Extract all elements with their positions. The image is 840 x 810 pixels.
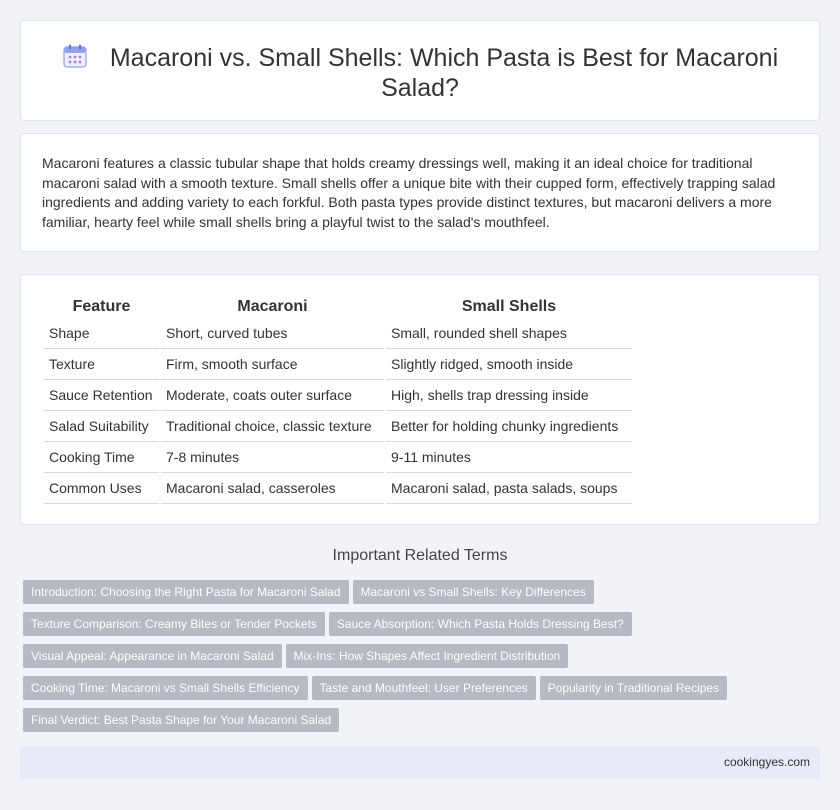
related-term-tag[interactable]: Final Verdict: Best Pasta Shape for Your Macaroni Salad: [23, 708, 339, 732]
page-title-wrap: [21, 43, 819, 103]
tag-row: [23, 676, 823, 708]
related-term-tag[interactable]: Macaroni vs Small Shells: Key Differences: [353, 580, 594, 604]
table-row: [44, 442, 632, 473]
table-cell: 7-8 minutes: [161, 442, 384, 473]
title-card: [20, 20, 820, 121]
table-cell: Traditional choice, classic texture: [161, 411, 384, 442]
related-terms-heading: Important Related Terms: [332, 547, 508, 564]
table-row: [44, 318, 632, 349]
comparison-table-card: [20, 274, 820, 525]
column-header-small-shells: Small Shells: [461, 298, 557, 315]
tag-row: [23, 580, 823, 612]
table-cell: 9-11 minutes: [386, 442, 632, 473]
table-cell: Cooking Time: [44, 442, 159, 473]
related-term-tag[interactable]: Taste and Mouthfeel: User Preferences: [312, 676, 536, 700]
related-term-tag[interactable]: Popularity in Traditional Recipes: [540, 676, 727, 700]
page-title: Macaroni vs. Small Shells: Which Pasta is Best for Macaroni Salad?: [109, 44, 779, 102]
comparison-table: [42, 295, 634, 504]
table-cell: Macaroni salad, pasta salads, soups: [386, 473, 632, 504]
table-cell: Short, curved tubes: [161, 318, 384, 349]
intro-paragraph: Macaroni features a classic tubular shape that holds creamy dressings well, making it an ideal choice for traditional macaroni salad with a smooth texture. Small shells offer a unique bite with their cupped form, effectively trapping salad ingredients and adding variety to each forkful. Both pasta types provide distinct textures, but macaroni delivers a more familiar, hearty feel while small shells bring a playful twist to the salad's mouthfeel.: [42, 155, 776, 230]
footer: [20, 746, 820, 779]
table-cell: Sauce Retention: [44, 380, 159, 411]
table-cell: Firm, smooth surface: [161, 349, 384, 380]
related-term-tag[interactable]: Introduction: Choosing the Right Pasta for Macaroni Salad: [23, 580, 349, 604]
table-cell: Moderate, coats outer surface: [161, 380, 384, 411]
table-cell: Small, rounded shell shapes: [386, 318, 632, 349]
table-row: [44, 349, 632, 380]
related-term-tag[interactable]: Cooking Time: Macaroni vs Small Shells Efficiency: [23, 676, 308, 700]
related-term-tag[interactable]: Sauce Absorption: Which Pasta Holds Dressing Best?: [329, 612, 632, 636]
related-term-tag[interactable]: Visual Appeal: Appearance in Macaroni Salad: [23, 644, 282, 668]
column-header-macaroni: Macaroni: [237, 298, 308, 315]
table-cell: Macaroni salad, casseroles: [161, 473, 384, 504]
intro-card: [20, 133, 820, 252]
table-cell: Shape: [44, 318, 159, 349]
tag-row: [23, 612, 823, 644]
related-terms-tags: [23, 580, 823, 740]
table-cell: Better for holding chunky ingredients: [386, 411, 632, 442]
related-term-tag[interactable]: Mix-Ins: How Shapes Affect Ingredient Distribution: [286, 644, 569, 668]
tag-row: [23, 708, 823, 740]
table-cell: Salad Suitability: [44, 411, 159, 442]
table-header-row: [44, 295, 632, 318]
table-cell: Common Uses: [44, 473, 159, 504]
footer-site-name[interactable]: cookingyes.com: [723, 755, 810, 769]
table-row: [44, 411, 632, 442]
table-row: [44, 380, 632, 411]
calendar-icon: [62, 43, 88, 69]
table-cell: Texture: [44, 349, 159, 380]
related-term-tag[interactable]: Texture Comparison: Creamy Bites or Tender Pockets: [23, 612, 325, 636]
tag-row: [23, 644, 823, 676]
column-header-feature: Feature: [72, 298, 131, 315]
table-cell: High, shells trap dressing inside: [386, 380, 632, 411]
table-row: [44, 473, 632, 504]
table-cell: Slightly ridged, smooth inside: [386, 349, 632, 380]
